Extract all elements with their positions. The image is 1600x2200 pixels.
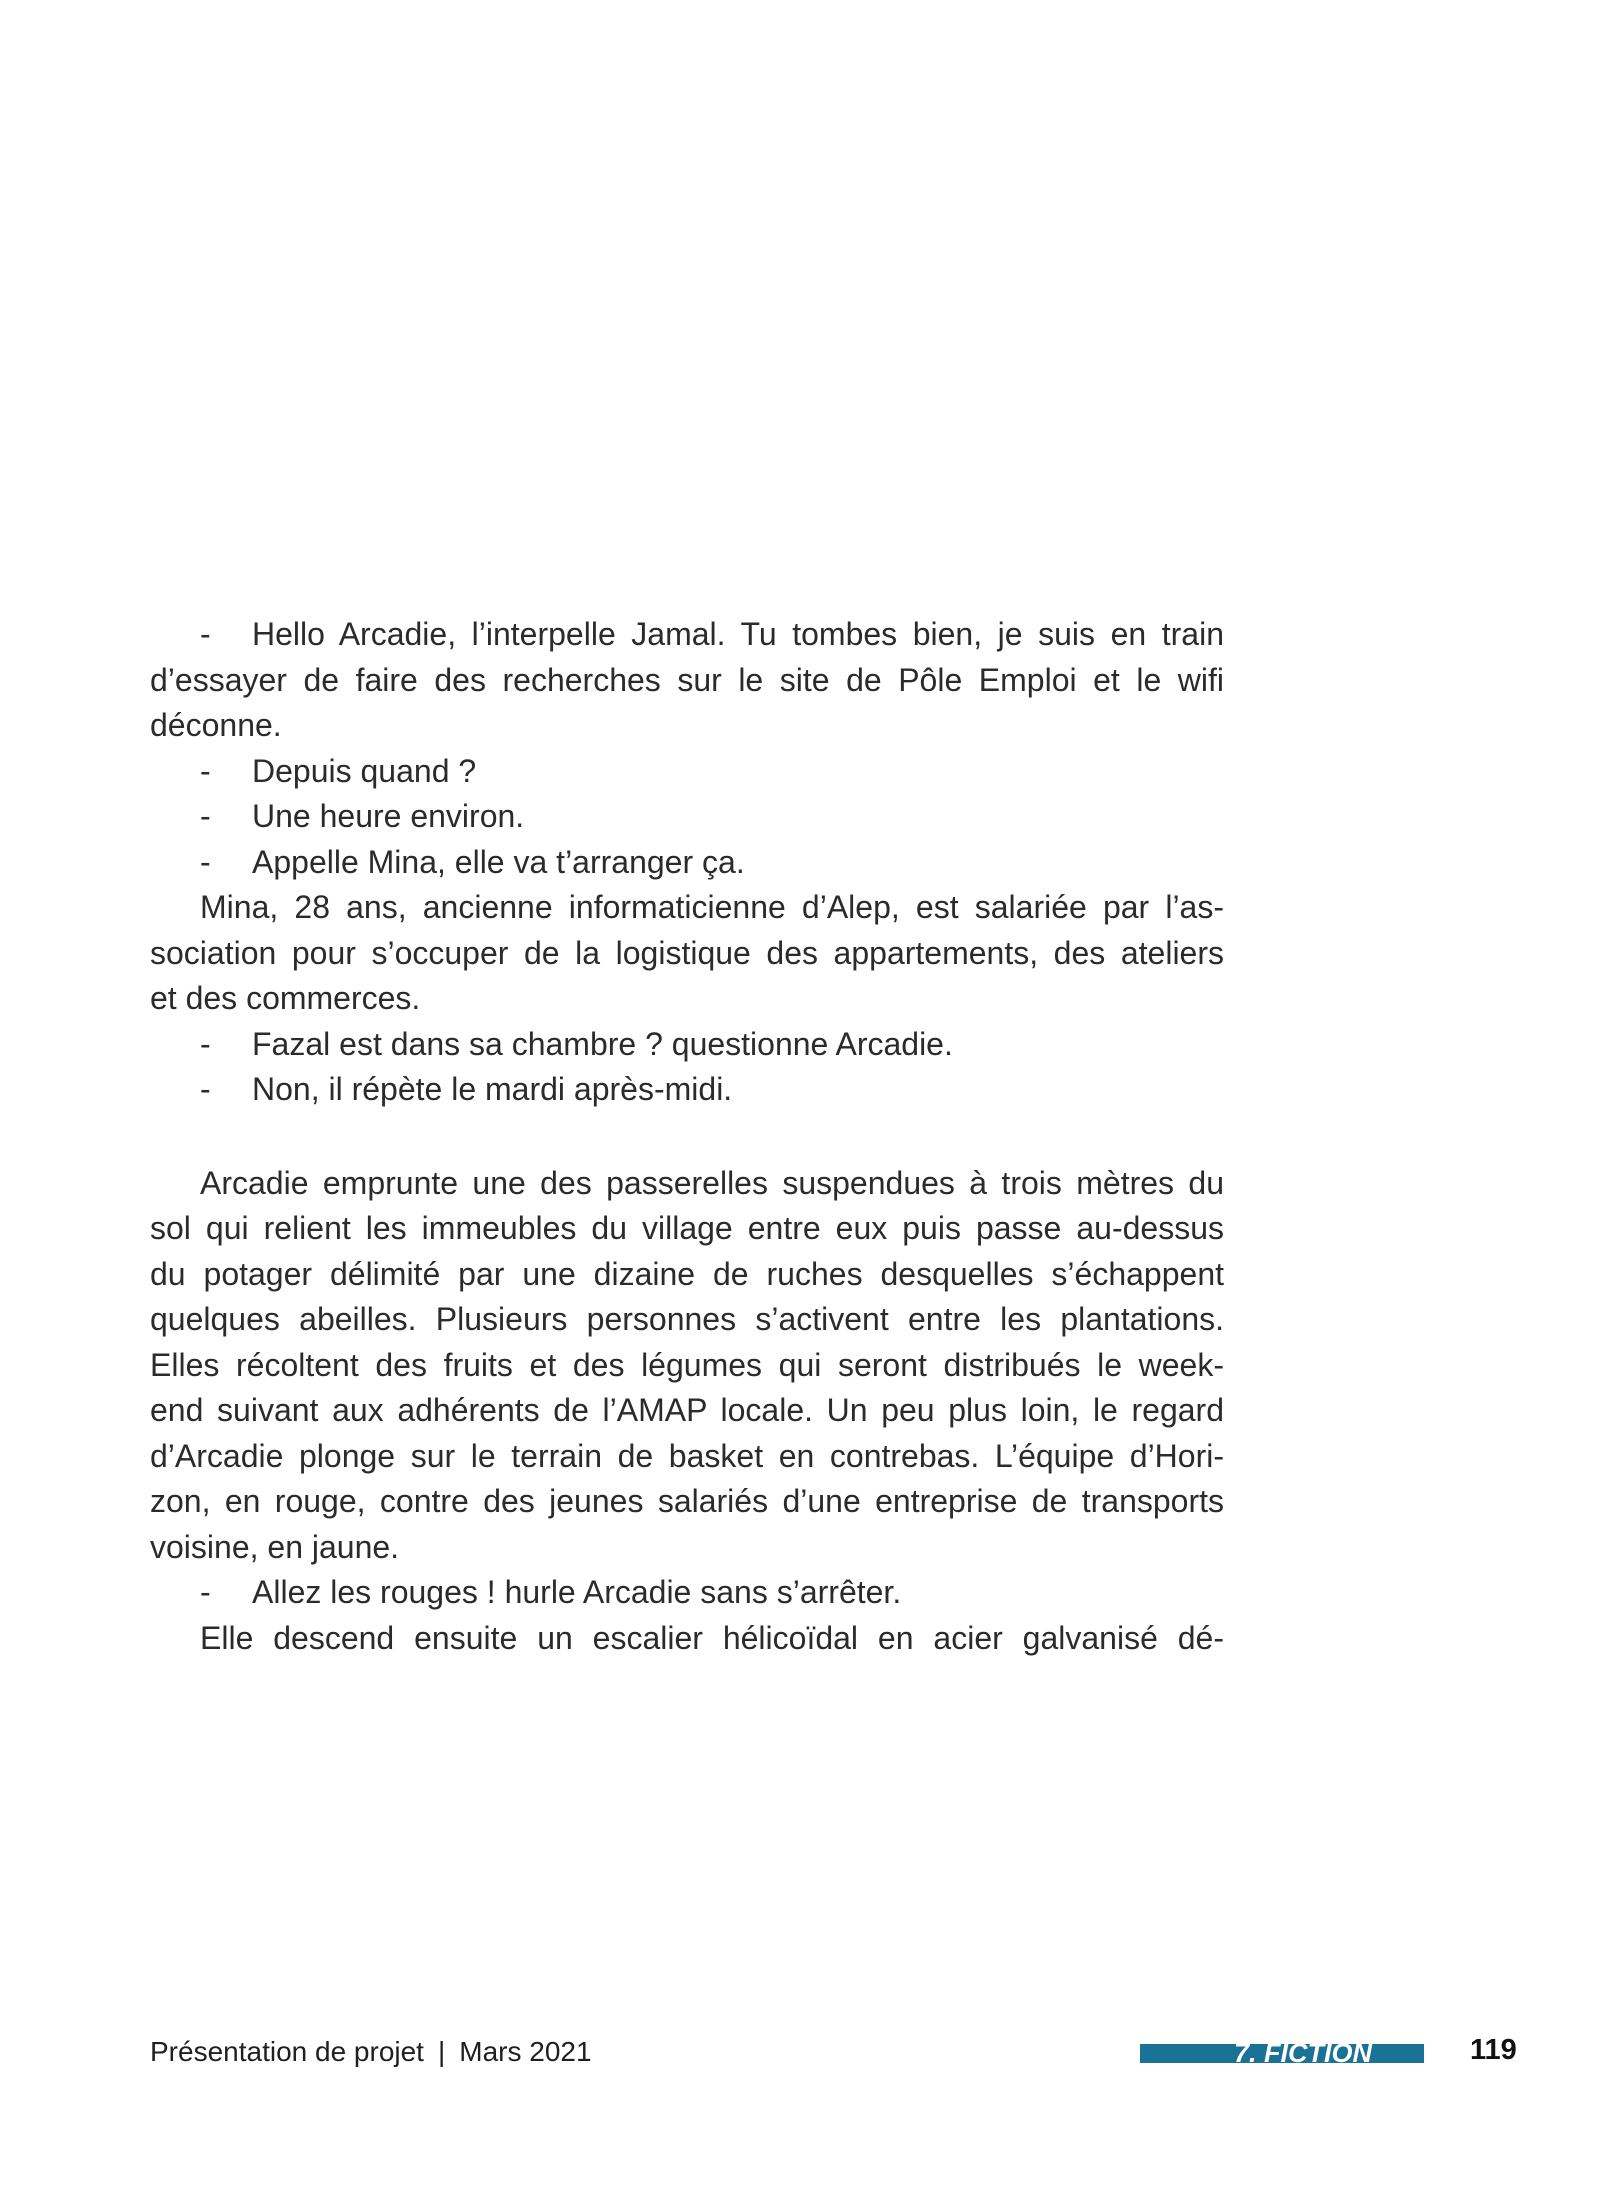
text-line: d’Arcadie plonge sur le terrain de basket en contrebas. L’équipe d’Hori- (150, 1437, 1224, 1474)
text-line: sol qui relient les immeubles du village entre eux puis passe au-dessus (150, 1210, 1224, 1246)
dialogue-dash: - (200, 798, 211, 834)
dialogue-line (150, 794, 1224, 840)
text-line: quelques abeilles. Plusieurs personnes s’activent entre les plantations. (150, 1301, 1224, 1337)
footer-separator: | (437, 2036, 446, 2067)
text-line: end suivant aux adhérents de l’AMAP locale. Un peu plus loin, le regard (150, 1392, 1224, 1428)
text-line (150, 612, 1224, 658)
text-line: Arcadie emprunte une des passerelles suspendues à trois mètres du (200, 1164, 1224, 1201)
text-line: et des commerces. (150, 980, 421, 1016)
dialogue-line (150, 749, 1224, 795)
dialogue-dash: - (200, 843, 211, 880)
dialogue-dash: - (200, 1574, 211, 1610)
dialogue-text: Une heure environ. (252, 798, 525, 834)
dialogue-line (150, 1022, 1224, 1068)
dialogue-dash: - (200, 752, 211, 789)
text-line: zon, en rouge, contre des jeunes salariés d’une entreprise de transports (150, 1483, 1224, 1519)
dialogue-dash: - (200, 1025, 211, 1062)
section-band (1140, 2044, 1424, 2063)
text-line-content: Hello Arcadie, l’interpelle Jamal. Tu tombes bien, je suis en train (252, 616, 1224, 652)
document-date: Mars 2021 (459, 2036, 592, 2067)
dialogue-text: Allez les rouges ! hurle Arcadie sans s’arrêter. (252, 1574, 902, 1610)
text-line: Elle descend ensuite un escalier hélicoïdal en acier galvanisé dé- (200, 1619, 1224, 1656)
dialogue-dash: - (200, 1071, 211, 1107)
text-line: déconne. (150, 707, 282, 743)
text-line: voisine, en jaune. (150, 1528, 400, 1565)
section-label: 7. FICTION (1233, 2044, 1372, 2063)
page-number: 119 (1470, 2034, 1517, 2066)
document-title: Présentation de projet (150, 2036, 424, 2067)
text-line: Mina, 28 ans, ancienne informaticienne d’Alep, est salariée par l’as- (200, 889, 1224, 925)
footer-document-info (150, 2034, 592, 2070)
body-text (150, 612, 1224, 1661)
dialogue-line (150, 1067, 1224, 1113)
text-line: sociation pour s’occuper de la logistique des appartements, des ateliers (150, 934, 1224, 971)
dialogue-line (150, 840, 1224, 886)
text-line: Elles récoltent des fruits et des légumes qui seront distribués le week- (150, 1346, 1224, 1383)
dialogue-text: Appelle Mina, elle va t’arranger ça. (252, 843, 745, 880)
text-line: du potager délimité par une dizaine de ruches desquelles s’échappent (150, 1255, 1224, 1292)
paragraph-gap (150, 1113, 1224, 1161)
dialogue-line (150, 1570, 1224, 1616)
dialogue-text: Non, il répète le mardi après-midi. (252, 1071, 733, 1107)
dialogue-dash: - (200, 616, 211, 652)
dialogue-text: Depuis quand ? (252, 752, 477, 789)
text-line: d’essayer de faire des recherches sur le site de Pôle Emploi et le wifi (150, 661, 1224, 698)
dialogue-text: Fazal est dans sa chambre ? questionne Arcadie. (252, 1025, 953, 1062)
